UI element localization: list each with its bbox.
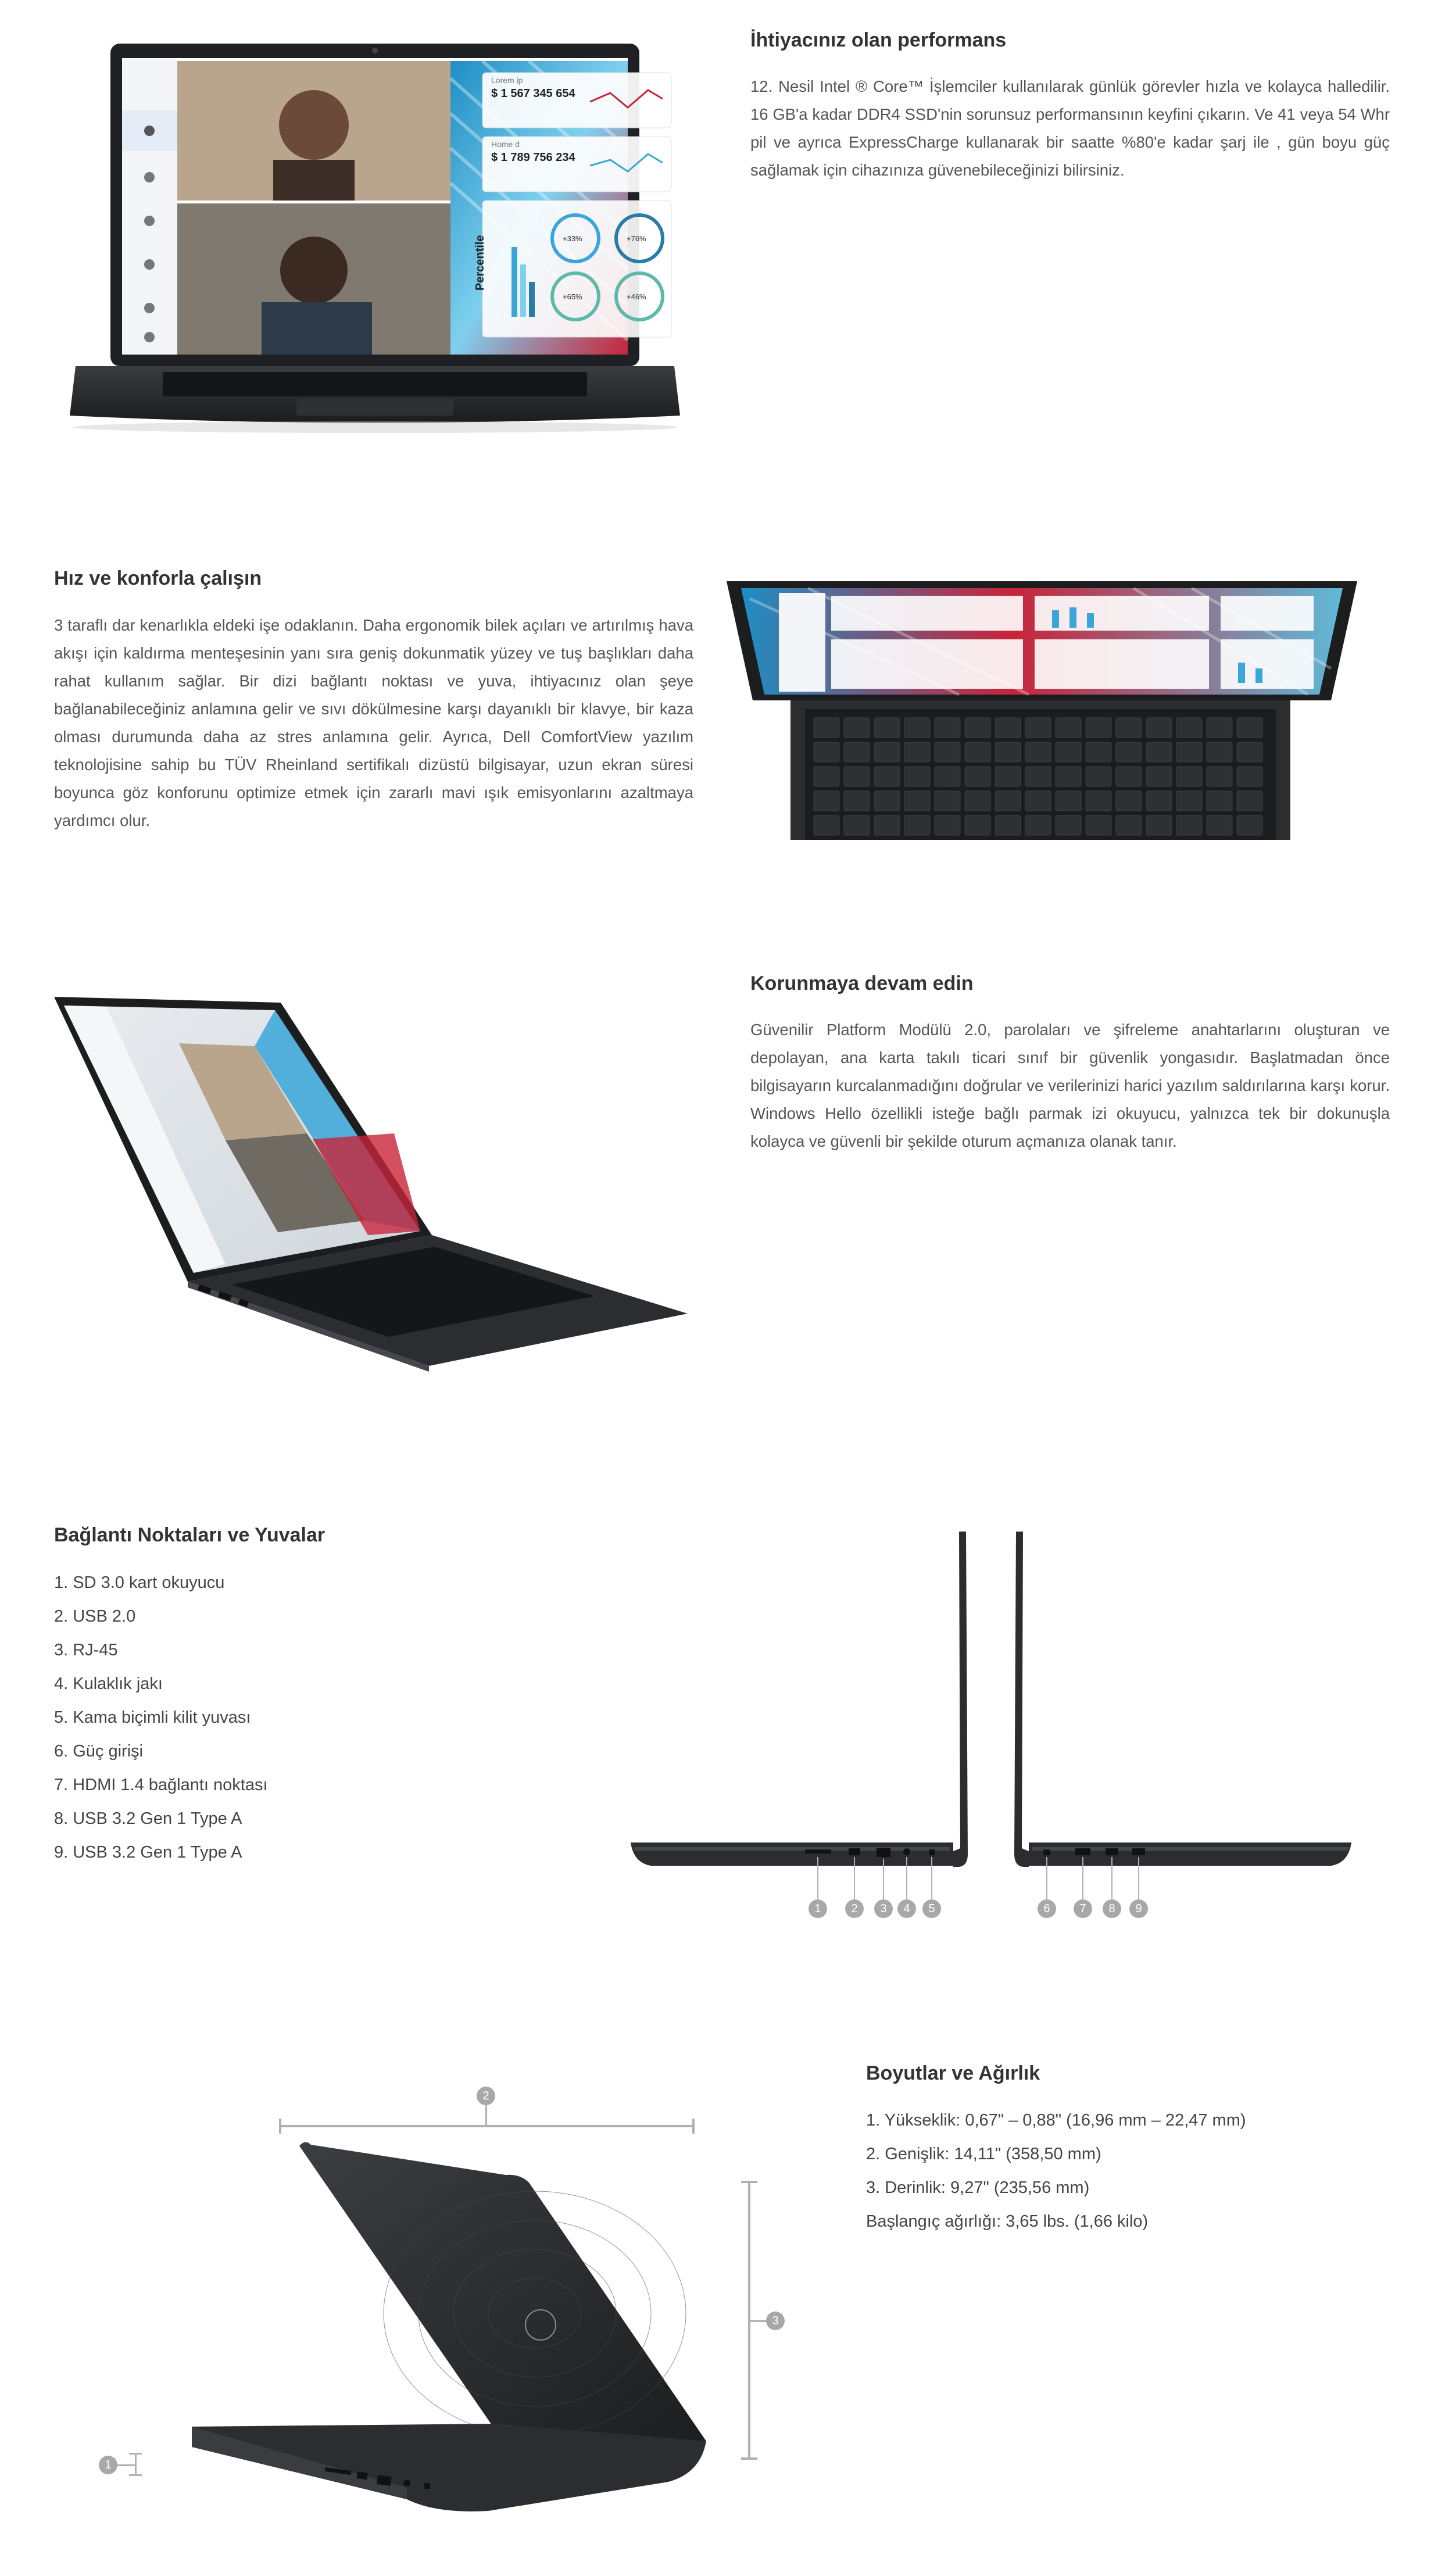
keyboard-key (904, 742, 930, 762)
ports-item: 8. USB 3.2 Gen 1 Type A (54, 1809, 242, 1828)
keyboard-key (1025, 767, 1051, 786)
keyboard-key (935, 767, 960, 786)
dimension-badge-2: 2 (477, 2087, 495, 2105)
keyboard-key (844, 718, 870, 738)
card2-label: Home d (491, 139, 520, 149)
protection-title: Korunmaya devam edin (750, 972, 974, 994)
dimensions-title: Boyutlar ve Ağırlık (866, 2062, 1040, 2084)
comfort-text: 3 taraflı dar kenarlıkla eldeki işe odaklanın. Daha ergonomik bilek açıları ve artırılmış hava akışı için kaldırma menteşesinin yanı sıra geniş dokunmatik yüzey ve tuş başlıkları daha rahat kullanım sağlar. Bir dizi bağlantı noktası ve yuva, ihtiyacınız olan şeye bağlanabileceğiniz anlamına gelir ve sıvı dökülmesine karşı dayanıklı bir klavye, bir kaza olması durumunda daha az stres anlamına gelir. Ayrıca, Dell ComfortView yazılım teknolojisine sahip bu TÜV Rheinland sertifikalı dizüstü bilgisayar, uzun ekran süresi boyunca göz konforunu optimize etmek için zararlı mavi ışık emisyonlarını azaltmaya yardımcı olur. (54, 616, 693, 829)
keyboard-key (1056, 791, 1081, 811)
ports-item: 6. Güç girişi (54, 1742, 144, 1761)
port-badge-3: 3 (874, 1899, 893, 1918)
keyboard-key (874, 815, 900, 835)
performance-title: İhtiyacınız olan performans (750, 29, 1007, 51)
keyboard-key (1176, 815, 1202, 835)
keyboard-key (965, 791, 990, 811)
keyboard-key (1176, 742, 1202, 762)
keyboard-key (814, 815, 839, 835)
ports-item: 1. SD 3.0 kart okuyucu (54, 1573, 225, 1592)
card2-value: $ 1 789 756 234 (491, 151, 575, 164)
keyboard-key (904, 791, 930, 811)
comfort-title: Hız ve konforla çalışın (54, 567, 262, 589)
dimensions-laptop-image (157, 2139, 738, 2517)
height-dimension-line (135, 2453, 137, 2476)
keyboard-key (1176, 791, 1202, 811)
port-badge-8: 8 (1103, 1899, 1121, 1918)
keyboard-key (1207, 767, 1232, 786)
height-dimension-tick-bottom (129, 2474, 142, 2476)
keyboard-key (995, 718, 1021, 738)
keyboard-key (1237, 742, 1262, 762)
keyboard-key (1086, 791, 1111, 811)
keyboard-key (965, 742, 990, 762)
keyboard-key (965, 718, 990, 738)
depth-dimension-tick-bottom (741, 2457, 757, 2460)
keyboard-key (1116, 791, 1142, 811)
keyboard-key (814, 718, 839, 738)
keyboard-key (1116, 815, 1142, 835)
keyboard-key (995, 742, 1021, 762)
gauge-4: +46% (627, 292, 646, 301)
gauge-2: +76% (627, 234, 646, 243)
keyboard-key (1025, 791, 1051, 811)
keyboard-key (1116, 767, 1142, 786)
port-badge-7: 7 (1074, 1899, 1092, 1918)
keyboard-key (1207, 742, 1232, 762)
keyboard-key (874, 767, 900, 786)
dimensions-list (866, 2103, 1389, 2238)
keyboard-key (1207, 815, 1232, 835)
keyboard-key (1086, 742, 1111, 762)
dimensions-item: 1. Yükseklik: 0,67" – 0,88" (16,96 mm – 22,47 mm) (866, 2111, 1246, 2130)
keyboard-key (904, 815, 930, 835)
keyboard-key (1146, 742, 1172, 762)
ports-list (54, 1566, 577, 1869)
keyboard-key (995, 767, 1021, 786)
keyboard-key (995, 791, 1021, 811)
ports-item: 4. Kulaklık jakı (54, 1675, 163, 1693)
port-badge-6: 6 (1038, 1899, 1056, 1918)
ports-item: 3. RJ-45 (54, 1641, 118, 1659)
ports-item: 7. HDMI 1.4 bağlantı noktası (54, 1776, 268, 1794)
port-badge-5: 5 (922, 1899, 941, 1918)
keyboard-key (965, 767, 990, 786)
keyboard-key (1025, 718, 1051, 738)
keyboard-key (844, 815, 870, 835)
height-dimension-tick-top (129, 2453, 142, 2455)
keyboard-key (1207, 791, 1232, 811)
width-dimension-tick-right (692, 2119, 695, 2134)
performance-laptop-image (64, 44, 686, 439)
dimensions-item: 2. Genişlik: 14,11" (358,50 mm) (866, 2145, 1101, 2163)
keyboard-key (844, 767, 870, 786)
keyboard-key (1025, 815, 1051, 835)
depth-dimension-tick-top (741, 2181, 757, 2183)
port-badge-9: 9 (1129, 1899, 1148, 1918)
ports-item: 2. USB 2.0 (54, 1607, 136, 1626)
keyboard-key (1237, 718, 1262, 738)
port-badge-1: 1 (809, 1899, 827, 1918)
ports-item: 9. USB 3.2 Gen 1 Type A (54, 1843, 242, 1862)
keyboard-key (1025, 742, 1051, 762)
gauge-1: +33% (563, 234, 582, 243)
keyboard-key (874, 718, 900, 738)
keyboard-key (814, 791, 839, 811)
keyboard-key (1237, 791, 1262, 811)
keyboard-key (1146, 815, 1172, 835)
keyboard-key (995, 815, 1021, 835)
performance-text: 12. Nesil Intel ® Core™ İşlemciler kullanılarak günlük görevler hızla ve kolayca halledilir. 16 GB'a kadar DDR4 SSD'nin sorunsuz performansının keyfini çıkarın. Ve 41 veya 54 Whr pil ve ayrıca ExpressCharge kullanarak bir saatte %80'e kadar şarj ile , gün boyu güç sağlamak için cihazınıza güvenebileceğinizi bilirsiniz. (750, 77, 1390, 179)
keyboard-key (1086, 767, 1111, 786)
keyboard-key (814, 742, 839, 762)
keyboard-key (874, 791, 900, 811)
keyboard-key (1116, 718, 1142, 738)
keyboard-key (1056, 815, 1081, 835)
keyboard-key (1086, 815, 1111, 835)
keyboard-key (1207, 718, 1232, 738)
keyboard-key (844, 742, 870, 762)
keyboard-key (904, 767, 930, 786)
height-dimension-leader (116, 2464, 135, 2466)
card1-label: Lorem ip (491, 76, 523, 85)
keyboard-key (1146, 791, 1172, 811)
keyboard-key (1176, 767, 1202, 786)
dimension-badge-3: 3 (766, 2312, 785, 2330)
dimensions-item: Başlangıç ağırlığı: 3,65 lbs. (1,66 kilo) (866, 2212, 1149, 2231)
keyboard-key (814, 767, 839, 786)
ports-item: 5. Kama biçimli kilit yuvası (54, 1708, 251, 1727)
keyboard-key (874, 742, 900, 762)
keyboard-key (1146, 718, 1172, 738)
keyboard-key (1146, 767, 1172, 786)
keyboard-key (844, 791, 870, 811)
ports-side-view-image (628, 1529, 1354, 1935)
protection-text: Güvenilir Platform Modülü 2.0, parolaları ve şifreleme anahtarlarını oluşturan ve depolayan, ana karta takılı ticari sınıf bir güvenlik yongasıdır. Başlatmadan önce bilgisayarın kurcalanmadığını doğrular ve verilerinizi harici yazılım saldırılarına karşı korur. Windows Hello özellikli isteğe bağlı parmak izi okuyucu, yalnızca tek bir dokunuşla kolayca ve güvenli bir şekilde oturum açmanıza olanak tanır. (750, 1021, 1390, 1150)
gauge-3: +65% (563, 292, 582, 301)
keyboard-key (1086, 718, 1111, 738)
dimensions-item: 3. Derinlik: 9,27" (235,56 mm) (866, 2178, 1090, 2197)
keyboard-key (1116, 742, 1142, 762)
keyboard-key (1237, 767, 1262, 786)
port-badge-2: 2 (845, 1899, 864, 1918)
keyboard-key (935, 742, 960, 762)
keyboard-key (935, 791, 960, 811)
protection-laptop-image (51, 988, 691, 1372)
keyboard-key (1056, 742, 1081, 762)
keyboard-key (1176, 718, 1202, 738)
dimension-badge-1: 1 (99, 2456, 117, 2474)
keyboard-key (1056, 767, 1081, 786)
keyboard-key (935, 718, 960, 738)
keyboard-key (1056, 718, 1081, 738)
keyboard-key (935, 815, 960, 835)
chart-label: Percentile (474, 235, 487, 291)
keyboard-key (965, 815, 990, 835)
card1-value: $ 1 567 345 654 (491, 87, 575, 100)
comfort-laptop-image (727, 575, 1360, 843)
ports-title: Bağlantı Noktaları ve Yuvalar (54, 1524, 325, 1546)
port-badge-4: 4 (897, 1899, 916, 1918)
keyboard-key (1237, 815, 1262, 835)
width-dimension-tick-left (279, 2119, 281, 2134)
keyboard-key (904, 718, 930, 738)
width-dimension-leader (485, 2104, 487, 2126)
